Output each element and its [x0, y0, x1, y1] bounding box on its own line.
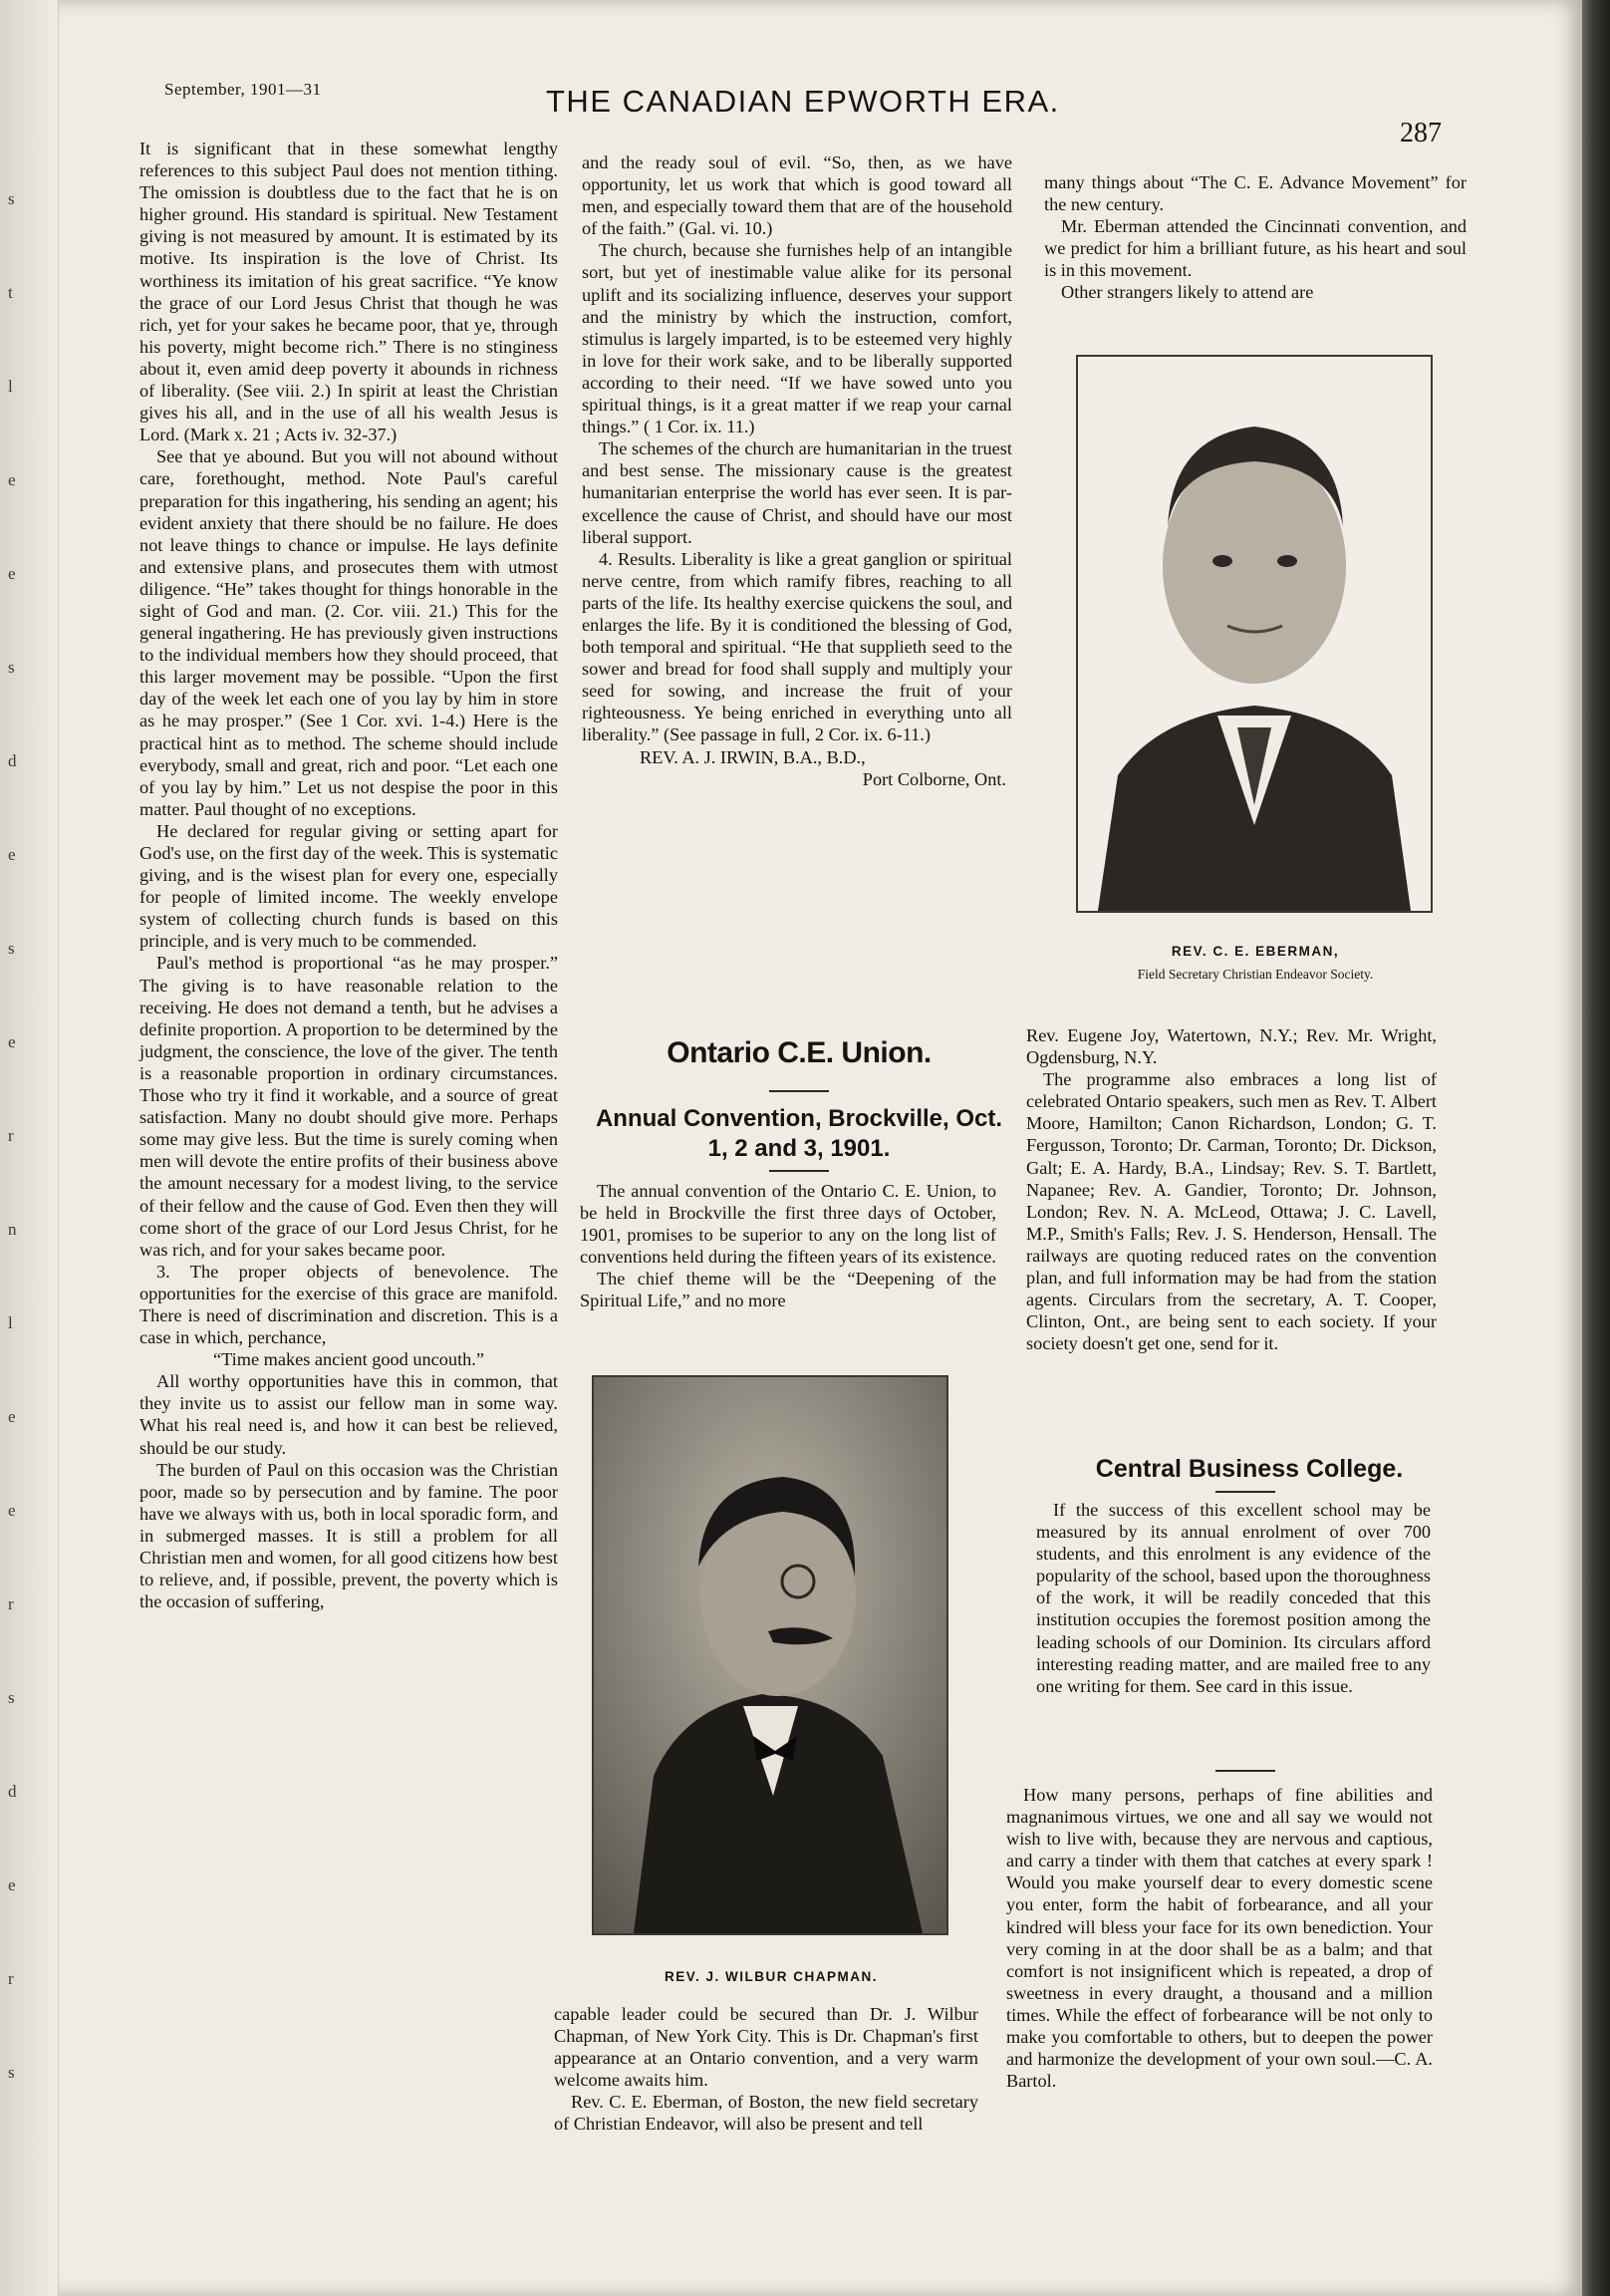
facing-page-letter: s [8, 939, 15, 958]
paragraph: See that ye abound. But you will not abound without care, forethought, method. Note Paul's careful preparation for this ingathering, his sending an agent; his evident anxiety that there should be no failure. He does not leave things to chance or impulse. He lays definite and extensive plans, and prosecutes them with utmost diligence. “He” takes thought for things honorable in the sight of God and man. (2. Cor. viii. 21.) This for the general ingathering. He has previously given instructions to the individual members how they should proceed, that this larger movement may be possible. “Upon the first day of the week let each one of you lay by him in store as he may prosper.” (See 1 Cor. xvi. 1-4.) Here is the practical hint as to method. The scheme should include everybody, small and great, rich and poor. “Let each one of you lay by him.” Let us not despise the poor in this matter. Paul thought of no exceptions. [139, 446, 558, 819]
paragraph: The schemes of the church are humanitarian in the truest and best sense. The missionary cause is the greatest humanitarian enterprise the world has ever seen. It is par-excellence the cause of Christ, and should have our most liberal support. [582, 438, 1012, 547]
union-subheading-line: Annual Convention, Brockville, Oct. [595, 1105, 1003, 1132]
facing-page-edge [0, 0, 59, 2296]
paragraph: It is significant that in these somewhat lengthy references to this subject Paul does not mention tithing. The omission is doubtless due to the fact that he is on higher ground. His standard is spiritual. New Testament giving is not measured by amount. It is estimated by its motive. Its inspiration is the love of Christ. Its worthiness its imitation of his great sacrifice. “Ye know the grace of our Lord Jesus Christ that though he was rich, yet for your sakes he became poor, that ye, through his poverty, might become rich.” There is no stinginess about it, even amid deep poverty it abounds in richness of liberality. (See viii. 2.) In spirit at least the Christian gives his all, and in the use of all his wealth Jesus is Lord. (Mark x. 21 ; Acts iv. 32-37.) [139, 139, 558, 445]
column-3-upper [1044, 171, 1467, 304]
paragraph: The burden of Paul on this occasion was the Christian poor, made so by persecution and by famine. The poor have we always with us, both in local sporadic form, and in submerged masses. It is still a problem for all Christian men and women, for all good citizens how best to relieve, and, if possible, prevent, the poverty which is the occasion of suffering, [139, 1459, 558, 1612]
facing-page-letter: e [8, 1501, 16, 1520]
eberman-portrait [1076, 355, 1433, 913]
column-2-upper [582, 151, 1012, 790]
facing-page-letter: r [8, 1126, 14, 1145]
facing-page-letter: s [8, 1688, 15, 1707]
column-3-forbearance [1006, 1784, 1433, 2092]
page-number: 287 [1400, 118, 1442, 148]
chapman-caption: REV. J. WILBUR CHAPMAN. [664, 1969, 878, 1984]
paragraph: The church, because she furnishes help of an intangible sort, but yet of inestimable value alike for its personal uplift and its socializing influence, deserves your support and the ministry by which the instruction, comfort, stimulus is largely imparted, is to be esteemed very highly in love for their work sake, and to be liberally supported according to their need. “If we have sowed unto you spiritual things, is it a great matter if we reap your carnal things.” ( 1 Cor. ix. 11.) [582, 240, 1012, 437]
quotation: “Time makes ancient good uncouth.” [213, 1349, 484, 1370]
portrait-illustration [1078, 357, 1431, 911]
paragraph: 4. Results. Liberality is like a great ganglion or spiritual nerve centre, from which ramify fibres, reaching to all parts of the life. Its healthy exercise quickens the soul, and enlarges the life. By it is conditioned the blessing of God, both temporal and spiritual. “He that supplieth seed to the sower and bread for food shall supply and multiply your seed for sowing, and increase the fruit of your righteousness. Ye being enriched in everything unto all liberality.” (See passage in full, 2 Cor. ix. 6-11.) [582, 548, 1012, 745]
facing-page-letter: l [8, 377, 13, 396]
facing-page-letter: e [8, 564, 16, 583]
eberman-caption: REV. C. E. EBERMAN, [1171, 944, 1340, 959]
union-heading: Ontario C.E. Union. [667, 1036, 932, 1069]
facing-page-letter: e [8, 845, 16, 864]
paragraph: Other strangers likely to attend are [1061, 282, 1314, 303]
facing-page-letter: s [8, 658, 15, 677]
facing-page-letter: d [8, 751, 17, 770]
facing-page-letter: e [8, 1032, 16, 1051]
book-binding [1582, 0, 1610, 2296]
magazine-title: THE CANADIAN EPWORTH ERA. [546, 84, 1060, 119]
paragraph: Rev. Eugene Joy, Watertown, N.Y.; Rev. Mr. Wright, Ogdensburg, N.Y. [1026, 1025, 1437, 1068]
paragraph: many things about “The C. E. Advance Movement” for the new century. [1044, 172, 1467, 215]
college-heading: Central Business College. [1095, 1455, 1404, 1483]
chapman-portrait [592, 1375, 948, 1935]
column-3-speakers [1026, 1024, 1437, 1354]
paragraph: Paul's method is proportional “as he may prosper.” The giving is to have reasonable relation to the receiving. He does not demand a tenth, but he advises a definite proportion. A proportion to be determined by the judgment, the conscience, the love of the giver. The tenth is a reasonable proportion in ordinary circumstances. Those who try it find it workable, and a source of great satisfaction. Many no doubt should give more. Perhaps some may give less. But the time is surely coming when men will devote the entire profits of their business above the amount necessary for a modest living, to the service of their fellow and the cause of God. Even then they will come short of the grace of our Lord Jesus Christ, for he was rich, and for your sakes became poor. [139, 953, 558, 1260]
paragraph: and the ready soul of evil. “So, then, as we have opportunity, let us work that which is good toward all men, and especially toward them that are of the household of the faith.” (Gal. vi. 10.) [582, 152, 1012, 239]
paragraph: Rev. C. E. Eberman, of Boston, the new field secretary of Christian Endeavor, will also be present and tell [554, 2092, 978, 2135]
facing-page-letter: e [8, 1875, 16, 1894]
author-location: Port Colborne, Ont. [862, 768, 1006, 789]
paragraph: He declared for regular giving or setting apart for God's use, on the first day of the week. This is systematic giving, and is the wisest plan for every one, especially for people of limited income. The weekly envelope system of collecting church funds is based on this principle, and is very much to be commended. [139, 820, 558, 952]
column-2-lower [554, 2003, 978, 2136]
union-subheading-line: 1, 2 and 3, 1901. [707, 1135, 891, 1162]
author-signature: REV. A. J. IRWIN, B.A., B.D., [640, 746, 866, 767]
facing-page-letter: s [8, 2063, 15, 2082]
paragraph: Mr. Eberman attended the Cincinnati convention, and we predict for him a brilliant future, as his heart and soul is in this movement. [1044, 216, 1467, 281]
paragraph: The chief theme will be the “Deepening of the Spiritual Life,” and no more [580, 1269, 996, 1311]
facing-page-letter: s [8, 189, 15, 208]
facing-page-letter: t [8, 283, 13, 302]
paragraph: How many persons, perhaps of fine abilities and magnanimous virtues, we one and all say we would not wish to live with, because they are nervous and captious, and carry a tinder with them that catches at every spark ! Would you make yourself dear to every domestic scene you enter, form the habit of forbearance, and all your kindred will bless your face for its own benediction. Your very coming in at the door shall be as a balm; and that comfort is not insignificent which is repeated, a drop of sweetness in every draught, a thousand and a million times. While the effect of forbearance will be not only to make you comfortable to others, but to deepen the power and harmonize the development of your own soul.—C. A. Bartol. [1006, 1785, 1433, 2092]
portrait-illustration [594, 1377, 946, 1933]
paragraph: 3. The proper objects of benevolence. The opportunities for the exercise of this grace are manifold. There is need of discrimination and discretion. This is a case in which, perchance, [139, 1261, 558, 1348]
divider [1215, 1491, 1275, 1493]
facing-page-letter: e [8, 1407, 16, 1426]
paragraph: The annual convention of the Ontario C. E. Union, to be held in Brockville the first three days of October, 1901, promises to be superior to any on the long list of conventions held during the fifteen years of its existence. [580, 1181, 996, 1268]
divider [1215, 1770, 1275, 1772]
facing-page-letter: d [8, 1782, 17, 1801]
divider [769, 1170, 829, 1172]
eberman-subcaption: Field Secretary Christian Endeavor Society. [1137, 967, 1374, 982]
column-3-college [1036, 1499, 1431, 1697]
facing-page-letter: r [8, 1969, 14, 1988]
issue-date: September, 1901—31 [164, 80, 322, 99]
paragraph: If the success of this excellent school may be measured by its annual enrolment of over 700 students, and this enrolment is any evidence of the popularity of the school, based upon the thoroughness of the work, it will be readily conceded that this institution occupies the foremost position among the leading schools of our Dominion. Its circulars afford interesting reading matter, and are mailed free to any one writing for them. See card in this issue. [1036, 1500, 1431, 1696]
paragraph: The programme also embraces a long list of celebrated Ontario speakers, such men as Rev. T. Albert Moore, Hamilton; Canon Richardson, London; G. T. Fergusson, Toronto; Dr. Carman, Toronto; Dr. Dickson, Galt; E. A. Hardy, B.A., Lindsay; Rev. S. T. Bartlett, Napanee; Rev. A. Gandier, Toronto; Dr. Johnson, London; Rev. N. A. McLeod, Ottawa; J. C. Lavell, M.P., Smith's Falls; Rev. J. S. Henderson, Hensall. The railways are quoting reduced rates on the convention plan, and full information may be had from the station agents. Circulars from the secretary, A. T. Cooper, Clinton, Ont., are being sent to each society. If your society doesn't get one, send for it. [1026, 1069, 1437, 1354]
union-subheading [594, 1104, 1004, 1164]
facing-page-letter: r [8, 1594, 14, 1613]
facing-page-letter: e [8, 470, 16, 489]
facing-page-letter: n [8, 1220, 17, 1239]
paragraph: All worthy opportunities have this in common, that they invite us to assist our fellow man in some way. What his real need is, and how it can best be relieved, should be our study. [139, 1371, 558, 1458]
divider [769, 1090, 829, 1092]
facing-page-letter: l [8, 1313, 13, 1332]
column-2-convention [580, 1180, 996, 1312]
column-1 [139, 138, 558, 1612]
paragraph: capable leader could be secured than Dr. J. Wilbur Chapman, of New York City. This is Dr. Chapman's first appearance at an Ontario convention, and a very warm welcome awaits him. [554, 2004, 978, 2091]
